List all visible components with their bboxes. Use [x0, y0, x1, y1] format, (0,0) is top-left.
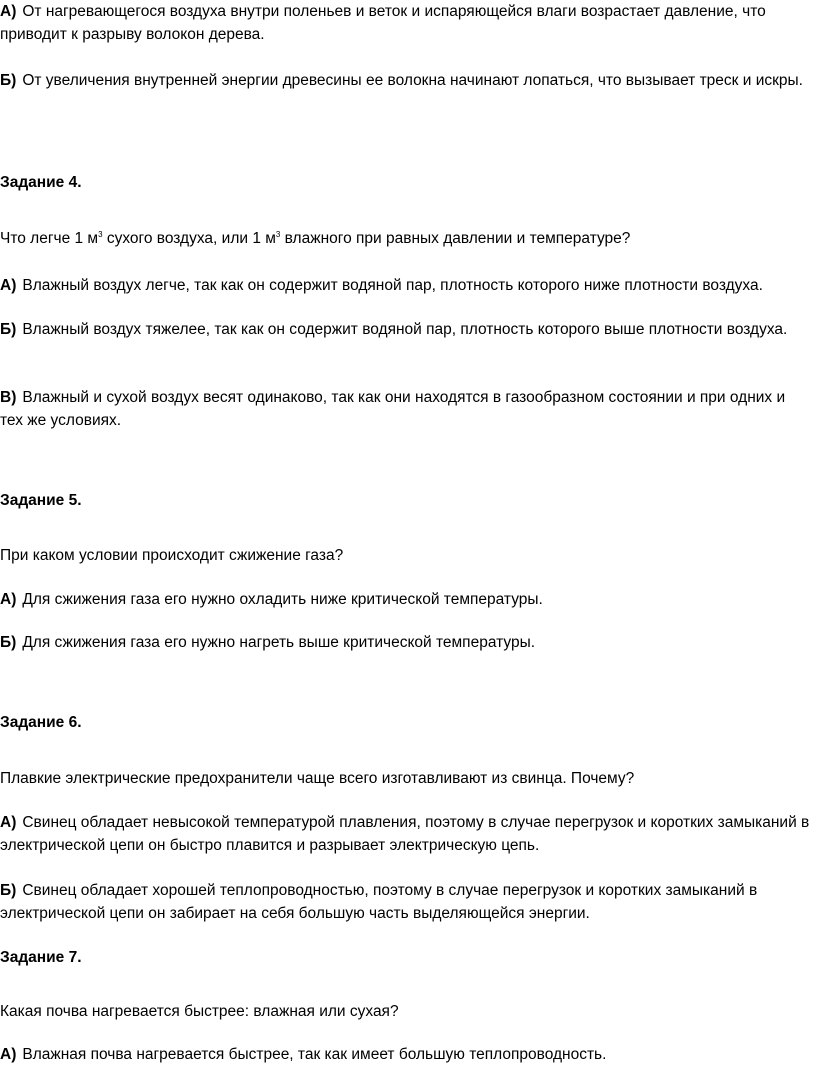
option-text: Свинец обладает хорошей теплопроводностью, поэтому в случае перегрузок и коротких замыканий в электрической цепи он забирает на себя большую часть выделяющейся энергии.: [0, 882, 758, 922]
option-letter: А): [0, 277, 17, 294]
task-heading-4: Задание 4.: [0, 174, 82, 191]
option-text: Свинец обладает невысокой температурой плавления, поэтому в случае перегрузок и коротких замыканий в электрической цепи он быстро плавится и разрывает электрическую цепь.: [0, 814, 810, 854]
answer-option-a: [0, 274, 812, 297]
task-question-5: При каком условии происходит сжижение газа?: [0, 547, 344, 564]
task-question-4: [0, 227, 812, 250]
option-letter: В): [0, 389, 17, 406]
question-text: сухого воздуха, или 1 м: [102, 230, 276, 247]
answer-option-a: [0, 1043, 812, 1066]
task-question-6: Плавкие электрические предохранители чаще всего изготавливают из свинца. Почему?: [0, 770, 635, 787]
option-letter: Б): [0, 321, 17, 338]
option-text: Для сжижения газа его нужно охладить ниже критической температуры.: [22, 591, 543, 608]
option-letter: Б): [0, 634, 17, 651]
answer-option-b: [0, 631, 812, 654]
option-text: Для сжижения газа его нужно нагреть выше критической температуры.: [22, 634, 536, 651]
option-text: Влажная почва нагревается быстрее, так как имеет большую теплопроводность.: [22, 1046, 607, 1063]
option-text: Влажный и сухой воздух весят одинаково, так как они находятся в газообразном состоянии и при одних и тех же условиях.: [0, 389, 786, 429]
answer-option-b: [0, 318, 812, 341]
answer-option-b: [0, 879, 812, 925]
answer-option-a: [0, 588, 812, 611]
option-letter: Б): [0, 882, 17, 899]
option-text: Влажный воздух тяжелее, так как он содержит водяной пар, плотность которого выше плотности воздуха.: [22, 321, 788, 338]
option-text: Влажный воздух легче, так как он содержит водяной пар, плотность которого ниже плотности воздуха.: [22, 277, 763, 294]
option-letter: Б): [0, 72, 17, 89]
option-text: От увеличения внутренней энергии древесины ее волокна начинают лопаться, что вызывает треск и искры.: [22, 72, 803, 89]
question-text: Что легче 1 м: [0, 230, 99, 247]
option-letter: А): [0, 814, 17, 831]
superscript: 3: [275, 230, 281, 239]
option-letter: А): [0, 1046, 17, 1063]
task-question-7: Какая почва нагревается быстрее: влажная или сухая?: [0, 1003, 399, 1020]
task-heading-7: Задание 7.: [0, 949, 82, 966]
answer-option-a: [0, 811, 812, 857]
option-letter: А): [0, 3, 17, 20]
option-text: От нагревающегося воздуха внутри поленьев и веток и испаряющейся влаги возрастает давление, что приводит к разрыву волокон дерева.: [0, 3, 766, 43]
task-heading-5: Задание 5.: [0, 492, 82, 509]
answer-option-v: [0, 386, 812, 432]
task-heading-6: Задание 6.: [0, 714, 82, 731]
answer-option-a: [0, 0, 812, 46]
option-letter: А): [0, 591, 17, 608]
answer-option-b: [0, 69, 812, 92]
superscript: 3: [98, 230, 103, 239]
question-text: влажного при равных давлении и температуре?: [280, 230, 631, 247]
